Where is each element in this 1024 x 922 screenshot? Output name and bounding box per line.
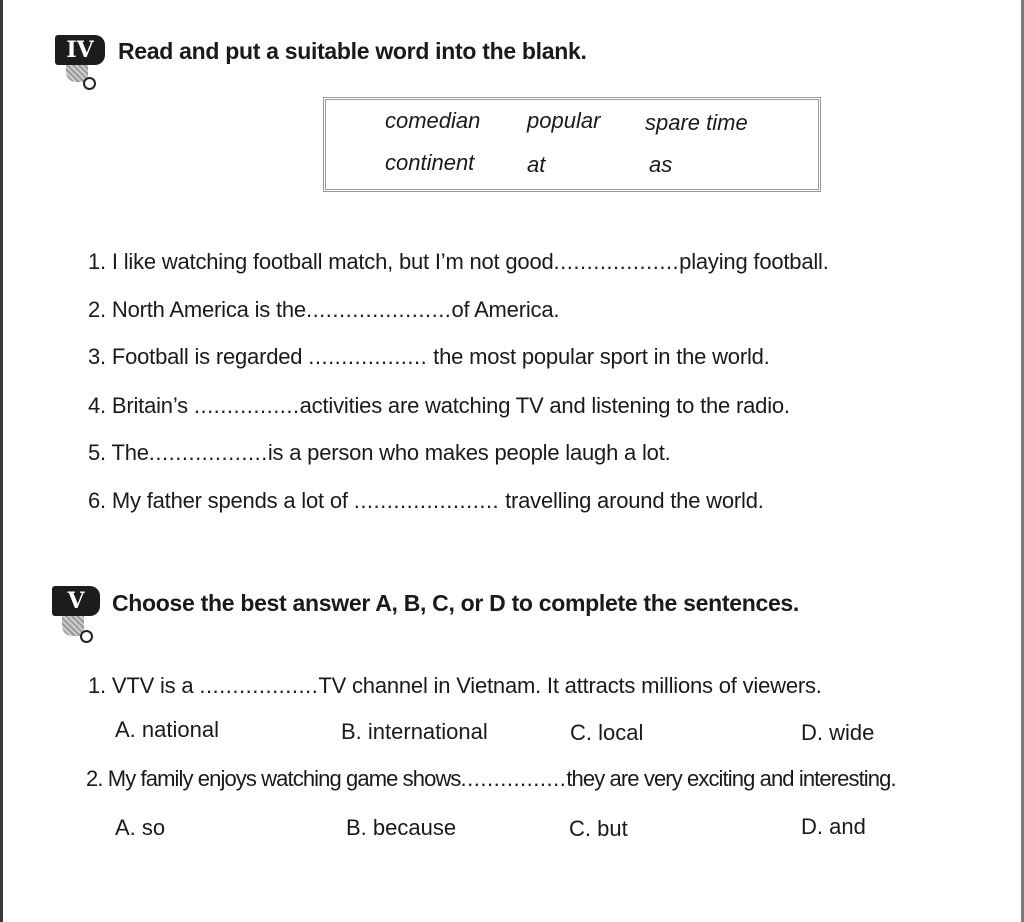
question-text-after: is a person who makes people laugh a lot. xyxy=(267,440,671,465)
option-c[interactable]: C. local xyxy=(570,720,644,745)
question-text-after: the most popular sport in the world. xyxy=(427,344,770,369)
option-a[interactable]: A. so xyxy=(115,815,166,840)
section-v-heading: Choose the best answer A, B, C, or D to complete the sentences. xyxy=(112,590,800,616)
question-text-before: Football is regarded xyxy=(111,344,309,369)
question-v-1 xyxy=(88,673,822,699)
question-text-after: playing football. xyxy=(679,249,829,274)
question-text-after: of America. xyxy=(451,297,560,322)
option-b[interactable]: B. because xyxy=(346,815,457,840)
answer-blank[interactable]: ................ xyxy=(460,766,567,791)
question-number: 2. xyxy=(86,766,103,791)
question-number: 5. xyxy=(88,440,106,465)
question-number: 4. xyxy=(88,393,106,418)
word-bank-item: comedian xyxy=(385,108,481,133)
question-iv-2 xyxy=(88,297,559,323)
answer-blank[interactable]: .................. xyxy=(308,344,428,369)
section-iv-heading: Read and put a suitable word into the blank. xyxy=(118,38,587,64)
question-iv-4 xyxy=(88,393,790,419)
question-iv-3 xyxy=(88,344,770,370)
word-bank-item: as xyxy=(649,152,673,177)
word-bank-item: at xyxy=(527,152,546,177)
question-text-after: they are very exciting and interesting. xyxy=(566,766,896,791)
question-iv-6 xyxy=(88,488,764,514)
word-bank-item: popular xyxy=(527,108,601,133)
option-c[interactable]: C. but xyxy=(569,816,628,841)
section-v-badge: V xyxy=(52,586,100,616)
answer-blank[interactable]: ................ xyxy=(193,393,300,418)
question-v-2 xyxy=(86,766,896,792)
option-a[interactable]: A. national xyxy=(115,717,219,742)
question-number: 1. xyxy=(88,673,106,698)
answer-blank[interactable]: .................. xyxy=(148,440,268,465)
question-text-before: My family enjoys watching game shows xyxy=(107,766,461,791)
question-text-before: I like watching football match, but I’m not good xyxy=(111,249,554,274)
option-b[interactable]: B. international xyxy=(341,719,488,744)
answer-blank[interactable]: ...................... xyxy=(353,488,500,513)
question-text-after: TV channel in Vietnam. It attracts millions of viewers. xyxy=(318,673,822,698)
question-text-after: travelling around the world. xyxy=(499,488,764,513)
question-number: 3. xyxy=(88,344,106,369)
question-text-before: The xyxy=(111,440,149,465)
question-text-before: VTV is a xyxy=(111,673,200,698)
question-text-after: activities are watching TV and listening to the radio. xyxy=(299,393,790,418)
question-number: 1. xyxy=(88,249,106,274)
badge-dot-v xyxy=(80,630,93,643)
answer-blank[interactable]: ................... xyxy=(553,249,680,274)
question-text-before: My father spends a lot of xyxy=(111,488,354,513)
question-iv-1 xyxy=(88,249,829,275)
badge-dot-iv xyxy=(83,77,96,90)
question-iv-5 xyxy=(88,440,671,466)
word-bank-item: continent xyxy=(385,150,475,175)
question-text-before: North America is the xyxy=(111,297,306,322)
question-text-before: Britain’s xyxy=(111,393,194,418)
question-number: 6. xyxy=(88,488,106,513)
question-number: 2. xyxy=(88,297,106,322)
word-bank-item: spare time xyxy=(645,110,748,135)
answer-blank[interactable]: .................. xyxy=(199,673,319,698)
answer-blank[interactable]: ...................... xyxy=(305,297,452,322)
left-border xyxy=(0,0,3,922)
option-d[interactable]: D. and xyxy=(801,814,866,839)
option-d[interactable]: D. wide xyxy=(801,720,875,745)
section-iv-badge: IV xyxy=(55,35,105,65)
